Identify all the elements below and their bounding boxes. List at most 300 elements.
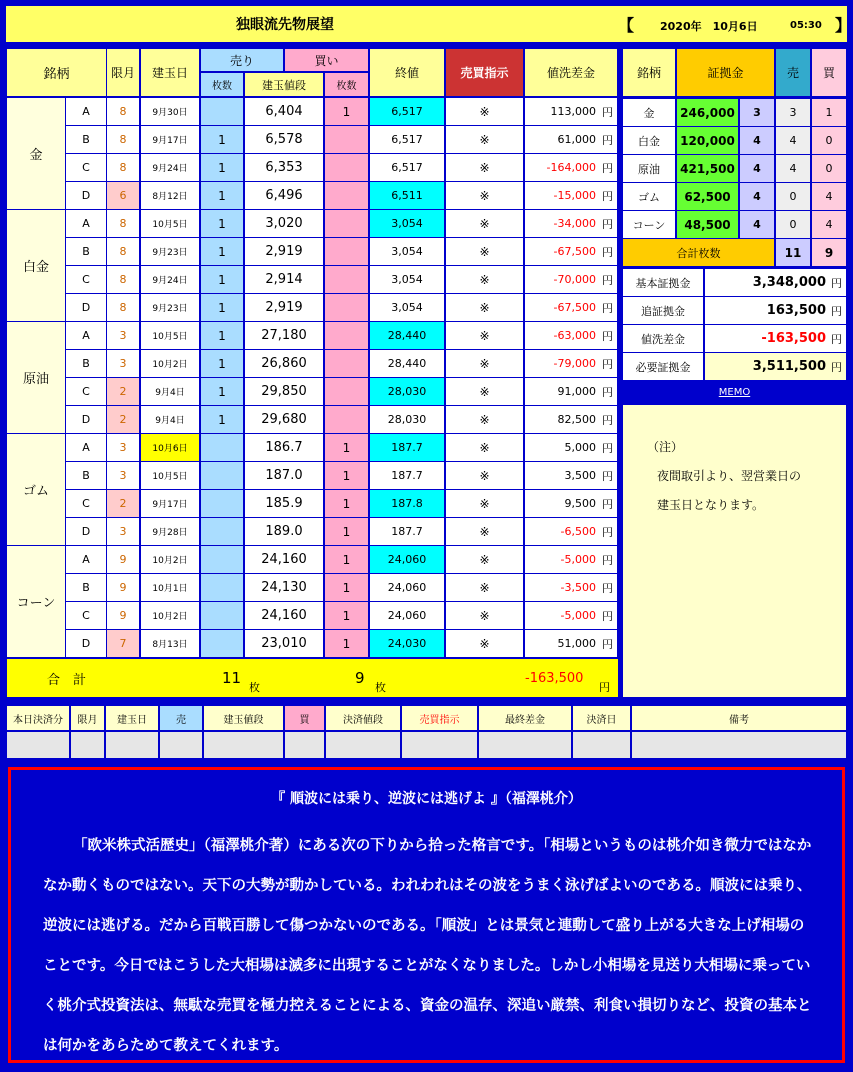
summary-yen: 円	[831, 276, 842, 290]
tategyokunedan-cell: 187.0	[245, 462, 323, 489]
gengetsu-cell: 8	[107, 266, 139, 293]
memo-line: （注）	[647, 440, 684, 454]
gengetsu-cell: 8	[107, 210, 139, 237]
tategyokubi-cell: 9月24日	[141, 266, 199, 293]
side-qty: 4	[740, 183, 774, 210]
baibai-cell: ※	[446, 266, 523, 293]
tategyokubi-cell: 10月2日	[141, 350, 199, 377]
summary-value-cell	[705, 297, 846, 324]
settlement-header: 決済日	[573, 706, 630, 730]
sell-count-cell: 1	[201, 322, 243, 349]
gengetsu-cell: 6	[107, 182, 139, 209]
tategyokunedan-cell: 24,160	[245, 602, 323, 629]
gengetsu-cell: 2	[107, 378, 139, 405]
tategyokubi-cell: 10月2日	[141, 546, 199, 573]
sell-count-cell	[201, 630, 243, 657]
sell-count-cell: 1	[201, 182, 243, 209]
tategyokubi-cell: 10月5日	[141, 462, 199, 489]
group-name: コーン	[7, 546, 65, 657]
nesaki-cell	[525, 210, 617, 237]
tategyokunedan-cell: 29,680	[245, 406, 323, 433]
contract-label: B	[66, 238, 106, 265]
settlement-cell[interactable]	[326, 732, 400, 758]
buy-count-cell	[325, 126, 368, 153]
gengetsu-cell: 3	[107, 462, 139, 489]
side-header-uri: 売	[776, 49, 810, 96]
gengetsu-cell: 3	[107, 434, 139, 461]
side-sell: 3	[776, 99, 810, 126]
date-label: 2020年 10月6日	[660, 20, 758, 33]
contract-label: D	[66, 182, 106, 209]
memo-line: 建玉日となります。	[657, 498, 765, 512]
settlement-cell[interactable]	[402, 732, 477, 758]
tategyokubi-cell: 9月30日	[141, 98, 199, 125]
tategyokunedan-cell: 185.9	[245, 490, 323, 517]
nesaki-value: 82,500	[557, 413, 596, 426]
buy-count-cell: 1	[325, 490, 368, 517]
tategyokunedan-cell: 26,860	[245, 350, 323, 377]
sell-count-cell: 1	[201, 294, 243, 321]
gengetsu-cell: 9	[107, 574, 139, 601]
tategyokubi-cell: 8月12日	[141, 182, 199, 209]
nesaki-cell	[525, 490, 617, 517]
yen-unit: 円	[602, 161, 613, 175]
summary-label: 基本証拠金	[623, 269, 703, 296]
tategyokunedan-cell: 24,130	[245, 574, 323, 601]
col-header-tategyokubi: 建玉日	[141, 49, 199, 96]
col-header-owarine: 終値	[370, 49, 444, 96]
sell-count-cell: 1	[201, 126, 243, 153]
side-margin: 120,000	[677, 127, 738, 154]
tategyokubi-cell: 10月6日	[141, 434, 199, 461]
side-total-label: 合計枚数	[623, 239, 774, 266]
title-bar	[6, 6, 852, 42]
summary-label: 追証拠金	[623, 297, 703, 324]
tategyokubi-cell: 9月28日	[141, 518, 199, 545]
contract-label: B	[66, 574, 106, 601]
buy-count-cell	[325, 294, 368, 321]
close-price-cell: 24,060	[370, 546, 444, 573]
col-header-meigara: 銘柄	[7, 49, 106, 96]
margin-summary-panel	[622, 48, 847, 698]
buy-count-cell	[325, 406, 368, 433]
side-margin: 421,500	[677, 155, 738, 182]
nesaki-cell	[525, 378, 617, 405]
buy-count-cell	[325, 322, 368, 349]
nesaki-value: -79,000	[553, 357, 596, 370]
sell-count-cell	[201, 434, 243, 461]
side-sell: 0	[776, 183, 810, 210]
baibai-cell: ※	[446, 602, 523, 629]
article-body: 「欧米株式活歴史」（福澤桃介著）にある次の下りから拾った格言です。「相場というものは桃介如き微力ではなかなか動くものではない。天下の大勢が動かしている。われわれはその波をうまく泳げばよいのである。順波には乗り、逆波には逃げる。だから百戦百勝して傷つかないのである。「順波」とは景気と連動して盛り上がる大きな上げ相場のことです。今日ではこうした大相場は滅多に出現することがなくなりました。しかし小相場を見送り大相場に乗っていく桃介式投資法は、無駄な売買を極力控えることによる、資金の温存、深追い厳禁、利食い損切りなど、投資の基本とは何かをあらためて教えてくれます。	[43, 838, 812, 1054]
sell-count-cell	[201, 574, 243, 601]
nesaki-cell	[525, 434, 617, 461]
total-buy: 9	[355, 669, 365, 687]
settlement-header: 売	[160, 706, 202, 730]
baibai-cell: ※	[446, 378, 523, 405]
summary-label: 値洗差金	[623, 325, 703, 352]
contract-label: C	[66, 266, 106, 293]
buy-count-cell: 1	[325, 518, 368, 545]
buy-count-cell: 1	[325, 602, 368, 629]
time-label: 05:30	[790, 20, 822, 31]
side-meigara: ゴム	[623, 183, 675, 210]
close-price-cell: 187.7	[370, 518, 444, 545]
contract-label: D	[66, 406, 106, 433]
gengetsu-cell: 2	[107, 490, 139, 517]
side-meigara: コーン	[623, 211, 675, 238]
baibai-cell: ※	[446, 322, 523, 349]
buy-count-cell	[325, 238, 368, 265]
sell-count-cell: 1	[201, 154, 243, 181]
settlement-cell[interactable]	[632, 732, 846, 758]
yen-unit: 円	[602, 329, 613, 343]
contract-label: C	[66, 378, 106, 405]
nesaki-value: 113,000	[550, 105, 596, 118]
baibai-cell: ※	[446, 154, 523, 181]
tategyokunedan-cell: 6,578	[245, 126, 323, 153]
summary-value: 163,500	[766, 303, 826, 318]
side-qty: 4	[740, 211, 774, 238]
nesaki-value: -34,000	[553, 217, 596, 230]
contract-label: B	[66, 462, 106, 489]
close-price-cell: 6,517	[370, 154, 444, 181]
tategyokunedan-cell: 27,180	[245, 322, 323, 349]
close-price-cell: 3,054	[370, 294, 444, 321]
tategyokunedan-cell: 186.7	[245, 434, 323, 461]
nesaki-value: -6,500	[560, 525, 596, 538]
settlement-cell[interactable]	[7, 732, 69, 758]
contract-label: B	[66, 126, 106, 153]
contract-label: A	[66, 210, 106, 237]
tategyokubi-cell: 10月5日	[141, 210, 199, 237]
yen-unit: 円	[602, 189, 613, 203]
yen-unit: 円	[602, 385, 613, 399]
sell-count-cell: 1	[201, 210, 243, 237]
article-heading: 『 順波には乗り、逆波には逃げよ 』（福澤桃介）	[271, 791, 582, 807]
side-sell: 4	[776, 155, 810, 182]
summary-value-cell	[705, 269, 846, 296]
side-buy: 4	[812, 211, 846, 238]
buy-count-cell: 1	[325, 546, 368, 573]
group-name: 白金	[7, 210, 65, 321]
contract-label: C	[66, 602, 106, 629]
total-label: 合 計	[47, 672, 87, 688]
yen-unit: 円	[602, 553, 613, 567]
tategyokunedan-cell: 6,353	[245, 154, 323, 181]
buy-count-cell: 1	[325, 462, 368, 489]
close-price-cell: 24,060	[370, 602, 444, 629]
close-price-cell: 6,517	[370, 98, 444, 125]
buy-count-cell	[325, 182, 368, 209]
settlement-cell[interactable]	[285, 732, 324, 758]
nesaki-value: -70,000	[553, 273, 596, 286]
group-name: 原油	[7, 322, 65, 433]
yen-unit: 円	[602, 357, 613, 371]
settlement-header: 建玉日	[106, 706, 158, 730]
nesaki-value: 9,500	[564, 497, 596, 510]
yen-unit: 円	[602, 441, 613, 455]
baibai-cell: ※	[446, 182, 523, 209]
sell-count-cell	[201, 462, 243, 489]
summary-value: 3,511,500	[752, 359, 826, 374]
contract-label: D	[66, 630, 106, 657]
settlement-header: 備考	[632, 706, 846, 730]
tategyokunedan-cell: 23,010	[245, 630, 323, 657]
yen-unit: 円	[602, 413, 613, 427]
nesaki-cell	[525, 574, 617, 601]
settlement-header: 限月	[71, 706, 104, 730]
nesaki-cell	[525, 238, 617, 265]
gengetsu-cell: 9	[107, 546, 139, 573]
nesaki-cell	[525, 350, 617, 377]
baibai-cell: ※	[446, 630, 523, 657]
settlement-header: 建玉値段	[204, 706, 283, 730]
side-sell: 0	[776, 211, 810, 238]
close-price-cell: 24,030	[370, 630, 444, 657]
yen-unit: 円	[602, 245, 613, 259]
close-price-cell: 28,440	[370, 322, 444, 349]
baibai-cell: ※	[446, 546, 523, 573]
settlement-cell[interactable]	[573, 732, 630, 758]
baibai-cell: ※	[446, 210, 523, 237]
tategyokubi-cell: 9月4日	[141, 406, 199, 433]
sell-count-cell: 1	[201, 238, 243, 265]
col-header-buy-count: 枚数	[325, 73, 368, 96]
close-price-cell: 3,054	[370, 210, 444, 237]
buy-count-cell	[325, 154, 368, 181]
settlement-header: 買	[285, 706, 324, 730]
article-box	[8, 767, 845, 1063]
tategyokunedan-cell: 3,020	[245, 210, 323, 237]
nesaki-value: 91,000	[557, 385, 596, 398]
yen-unit: 円	[602, 105, 613, 119]
side-header-shokokin: 証拠金	[677, 49, 774, 96]
nesaki-value: -67,500	[553, 245, 596, 258]
nesaki-cell	[525, 294, 617, 321]
close-price-cell: 3,054	[370, 266, 444, 293]
nesaki-cell	[525, 182, 617, 209]
baibai-cell: ※	[446, 574, 523, 601]
side-margin: 48,500	[677, 211, 738, 238]
gengetsu-cell: 8	[107, 98, 139, 125]
contract-label: B	[66, 350, 106, 377]
nesaki-cell	[525, 154, 617, 181]
settlement-cell[interactable]	[71, 732, 104, 758]
close-price-cell: 28,440	[370, 350, 444, 377]
nesaki-cell	[525, 630, 617, 657]
yen-unit: 円	[602, 497, 613, 511]
side-header-meigara: 銘柄	[623, 49, 675, 96]
gengetsu-cell: 7	[107, 630, 139, 657]
buy-count-cell	[325, 266, 368, 293]
memo-panel	[623, 405, 846, 697]
tategyokunedan-cell: 2,919	[245, 294, 323, 321]
nesaki-value: 3,500	[564, 469, 596, 482]
settlement-cell[interactable]	[479, 732, 571, 758]
tategyokubi-cell: 10月2日	[141, 602, 199, 629]
close-price-cell: 6,511	[370, 182, 444, 209]
total-yen: 円	[599, 681, 610, 694]
side-header-kai: 買	[812, 49, 846, 96]
sell-count-cell: 1	[201, 350, 243, 377]
settlement-cell[interactable]	[106, 732, 158, 758]
summary-value-cell	[705, 353, 846, 380]
date-bracket-close: 】	[835, 16, 852, 35]
page-title: 独眼流先物展望	[236, 17, 334, 33]
sell-count-cell: 1	[201, 266, 243, 293]
nesaki-cell	[525, 406, 617, 433]
gengetsu-cell: 8	[107, 154, 139, 181]
nesaki-cell	[525, 266, 617, 293]
tategyokubi-cell: 9月23日	[141, 238, 199, 265]
close-price-cell: 6,517	[370, 126, 444, 153]
positions-table	[6, 48, 618, 698]
yen-unit: 円	[602, 525, 613, 539]
close-price-cell: 24,060	[370, 574, 444, 601]
tategyokubi-cell: 9月17日	[141, 490, 199, 517]
baibai-cell: ※	[446, 294, 523, 321]
settlement-header: 本日決済分	[7, 706, 69, 730]
nesaki-value: -5,000	[560, 553, 596, 566]
contract-label: A	[66, 434, 106, 461]
settlement-header: 決済値段	[326, 706, 400, 730]
date-bracket-open: 【	[618, 16, 635, 35]
group-name: ゴム	[7, 434, 65, 545]
col-header-nesaki: 値洗差金	[525, 49, 617, 96]
total-buy-unit: 枚	[375, 681, 386, 694]
group-name: 金	[7, 98, 65, 209]
tategyokunedan-cell: 189.0	[245, 518, 323, 545]
baibai-cell: ※	[446, 126, 523, 153]
yen-unit: 円	[602, 301, 613, 315]
nesaki-value: -15,000	[553, 189, 596, 202]
settlement-header: 売買指示	[402, 706, 477, 730]
gengetsu-cell: 2	[107, 406, 139, 433]
close-price-cell: 187.7	[370, 434, 444, 461]
nesaki-value: -67,500	[553, 301, 596, 314]
total-sell: 11	[222, 669, 242, 687]
contract-label: A	[66, 322, 106, 349]
side-buy: 4	[812, 183, 846, 210]
gengetsu-cell: 8	[107, 238, 139, 265]
baibai-cell: ※	[446, 518, 523, 545]
close-price-cell: 187.8	[370, 490, 444, 517]
sell-count-cell: 1	[201, 378, 243, 405]
tategyokunedan-cell: 6,496	[245, 182, 323, 209]
tategyokunedan-cell: 2,914	[245, 266, 323, 293]
side-margin: 62,500	[677, 183, 738, 210]
side-qty: 4	[740, 127, 774, 154]
tategyokubi-cell: 9月24日	[141, 154, 199, 181]
nesaki-value: 5,000	[564, 441, 596, 454]
gengetsu-cell: 3	[107, 350, 139, 377]
buy-count-cell	[325, 350, 368, 377]
sell-count-cell	[201, 518, 243, 545]
tategyokubi-cell: 9月4日	[141, 378, 199, 405]
side-total-buy: 9	[812, 239, 846, 266]
nesaki-cell	[525, 98, 617, 125]
buy-count-cell: 1	[325, 434, 368, 461]
nesaki-cell	[525, 462, 617, 489]
gengetsu-cell: 8	[107, 126, 139, 153]
nesaki-cell	[525, 602, 617, 629]
sell-count-cell	[201, 490, 243, 517]
nesaki-cell	[525, 546, 617, 573]
side-buy: 0	[812, 155, 846, 182]
close-price-cell: 3,054	[370, 238, 444, 265]
col-header-uri: 売り	[201, 49, 283, 71]
summary-value-cell	[705, 325, 846, 352]
tategyokunedan-cell: 6,404	[245, 98, 323, 125]
sell-count-cell	[201, 546, 243, 573]
buy-count-cell: 1	[325, 574, 368, 601]
side-buy: 0	[812, 127, 846, 154]
yen-unit: 円	[602, 609, 613, 623]
col-header-gengetsu: 限月	[107, 49, 139, 96]
summary-value: -163,500	[761, 331, 826, 346]
settlement-cell[interactable]	[204, 732, 283, 758]
yen-unit: 円	[602, 133, 613, 147]
tategyokunedan-cell: 2,919	[245, 238, 323, 265]
yen-unit: 円	[602, 469, 613, 483]
summary-value: 3,348,000	[752, 275, 826, 290]
tategyokubi-cell: 8月13日	[141, 630, 199, 657]
nesaki-value: 51,000	[557, 637, 596, 650]
sell-count-cell	[201, 98, 243, 125]
buy-count-cell	[325, 378, 368, 405]
side-qty: 3	[740, 99, 774, 126]
sell-count-cell: 1	[201, 406, 243, 433]
total-value: -163,500	[525, 670, 584, 686]
summary-yen: 円	[831, 360, 842, 374]
nesaki-value: -5,000	[560, 609, 596, 622]
settlement-header: 最終差金	[479, 706, 571, 730]
buy-count-cell: 1	[325, 98, 368, 125]
close-price-cell: 28,030	[370, 378, 444, 405]
side-meigara: 白金	[623, 127, 675, 154]
side-total-sell: 11	[776, 239, 810, 266]
settlement-cell[interactable]	[160, 732, 202, 758]
side-buy: 1	[812, 99, 846, 126]
nesaki-value: 61,000	[557, 133, 596, 146]
memo-link[interactable]: MEMO	[623, 381, 846, 403]
side-qty: 4	[740, 155, 774, 182]
total-sell-unit: 枚	[249, 681, 260, 694]
contract-label: C	[66, 490, 106, 517]
settlement-table	[6, 705, 847, 759]
nesaki-cell	[525, 518, 617, 545]
memo-line: 夜間取引より、翌営業日の	[657, 469, 802, 483]
col-header-tategyokunedan: 建玉値段	[245, 73, 323, 96]
baibai-cell: ※	[446, 406, 523, 433]
side-meigara: 原油	[623, 155, 675, 182]
tategyokunedan-cell: 29,850	[245, 378, 323, 405]
yen-unit: 円	[602, 581, 613, 595]
tategyokubi-cell: 9月23日	[141, 294, 199, 321]
side-sell: 4	[776, 127, 810, 154]
nesaki-cell	[525, 322, 617, 349]
baibai-cell: ※	[446, 462, 523, 489]
nesaki-cell	[525, 126, 617, 153]
sell-count-cell	[201, 602, 243, 629]
contract-label: C	[66, 154, 106, 181]
contract-label: D	[66, 518, 106, 545]
col-header-sell-count: 枚数	[201, 73, 243, 96]
summary-yen: 円	[831, 332, 842, 346]
gengetsu-cell: 3	[107, 518, 139, 545]
gengetsu-cell: 3	[107, 322, 139, 349]
